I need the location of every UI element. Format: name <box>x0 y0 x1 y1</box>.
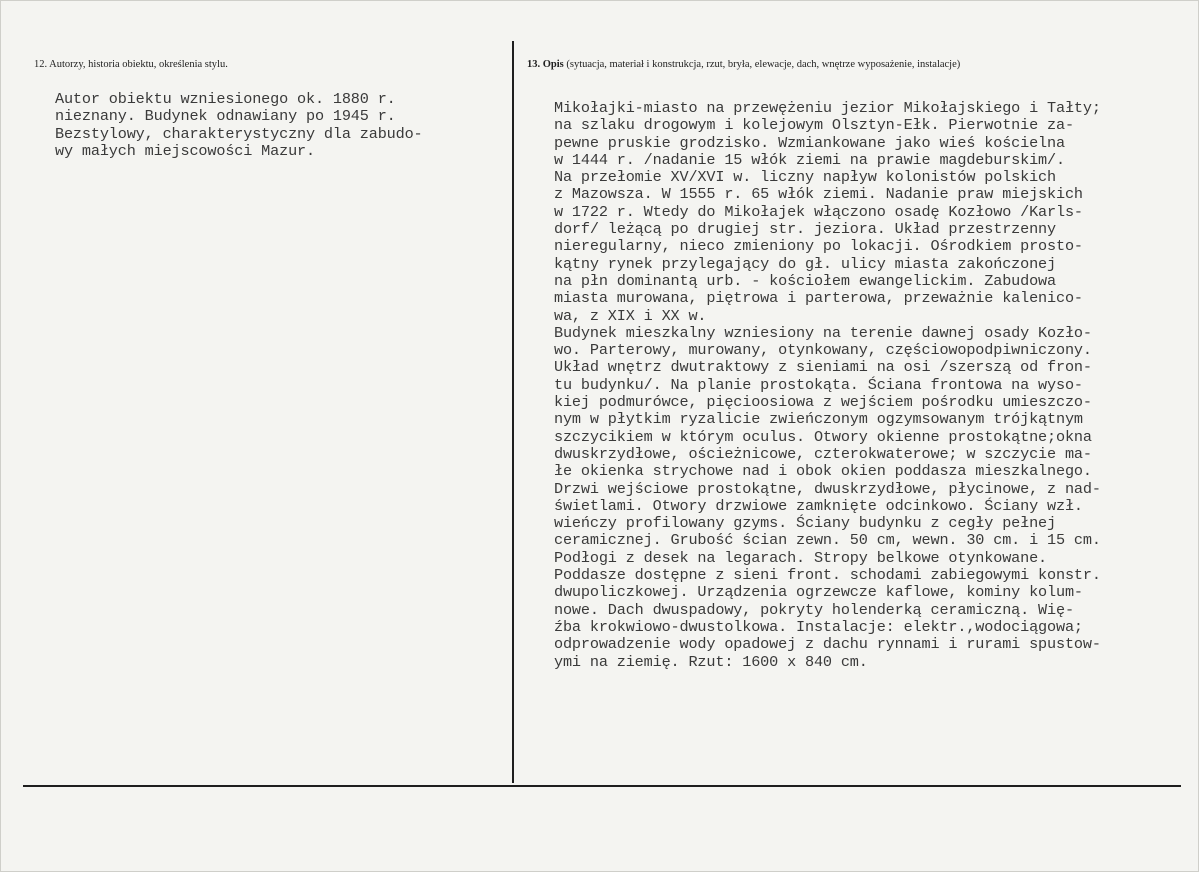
text-line: wy małych miejscowości Mazur. <box>55 141 315 160</box>
text-line: kątny rynek przylegający do gł. ulicy miasta zakończonej <box>554 254 1056 273</box>
text-line: ymi na ziemię. Rzut: 1600 x 840 cm. <box>554 652 868 671</box>
text-line: Drzwi wejściowe prostokątne, dwuskrzydłowe, płycinowe, z nad- <box>554 479 1101 498</box>
text-line: Mikołajki-miasto na przewężeniu jezior Mikołajskiego i Tałty; <box>554 99 1101 117</box>
text-line: Na przełomie XV/XVI w. liczny napływ kolonistów polskich <box>554 168 1056 187</box>
text-line: nowe. Dach dwuspadowy, pokryty holenderką ceramiczną. Wię- <box>554 600 1074 619</box>
text-line: z Mazowsza. W 1555 r. 65 włók ziemi. Nadanie praw miejskich <box>554 185 1083 204</box>
text-line: tu budynku/. Na planie prostokąta. Ściana frontowa na wyso- <box>554 375 1083 394</box>
bottom-rule <box>23 785 1181 787</box>
column-divider <box>512 41 514 783</box>
text-line: źba krokwiowo-dwustolkowa. Instalacje: elektr.,wodociągowa; <box>554 617 1083 636</box>
section-12-typed-text <box>55 91 423 160</box>
section-12-label <box>34 59 228 70</box>
text-line: Autor obiektu wzniesionego ok. 1880 r. <box>55 90 396 108</box>
text-line: kiej podmurówce, pięcioosiowa z wejściem pośrodku umieszczo- <box>554 393 1092 412</box>
text-line: dwupoliczkowej. Urządzenia ogrzewcze kaflowe, kominy kolum- <box>554 583 1083 602</box>
section-13-label <box>527 59 960 70</box>
text-line: na szlaku drogowym i kolejowym Olsztyn-Ełk. Pierwotnie za- <box>554 116 1074 135</box>
text-line: ceramicznej. Grubość ścian zewn. 50 cm, wewn. 30 cm. i 15 cm. <box>554 531 1101 550</box>
text-line: Podłogi z desek na legarach. Stropy belkowe otynkowane. <box>554 548 1048 567</box>
text-line: szczycikiem w którym oculus. Otwory okienne prostokątne;okna <box>554 427 1092 446</box>
text-line: wieńczy profilowany gzyms. Ściany budynku z cegły pełnej <box>554 514 1056 533</box>
text-line: dorf/ leżącą po drugiej str. jeziora. Układ przestrzenny <box>554 220 1056 239</box>
section-12-number: 12. <box>34 59 48 70</box>
section-13-typed-text <box>554 100 1101 671</box>
section-13-title-bold: Opis <box>542 59 564 70</box>
section-13-title-rest: (sytuacja, materiał i konstrukcja, rzut, bryła, elewacje, dach, wnętrze wyposażenie, instalacje) <box>563 59 961 70</box>
text-line: miasta murowana, piętrowa i parterowa, przeważnie kalenico- <box>554 289 1083 308</box>
text-line: odprowadzenie wody opadowej z dachu rynnami i rurami spustow- <box>554 635 1101 654</box>
text-line: nieznany. Budynek odnawiany po 1945 r. <box>55 107 396 126</box>
text-line: wa, z XIX i XX w. <box>554 306 707 325</box>
text-line: Bezstylowy, charakterystyczny dla zabudo- <box>55 124 423 143</box>
text-line: pewne pruskie grodzisko. Wzmiankowane jako wieś kościelna <box>554 133 1065 152</box>
text-line: Poddasze dostępne z sieni front. schodami zabiegowymi konstr. <box>554 566 1101 585</box>
section-12-title: Autorzy, historia obiektu, określenia stylu. <box>49 59 228 70</box>
text-line: nieregularny, nieco zmieniony po lokacji. Ośrodkiem prosto- <box>554 237 1083 256</box>
text-line: świetlami. Otwory drzwiowe zamknięte odcinkowo. Ściany wzł. <box>554 496 1083 515</box>
section-13-number: 13. <box>527 59 541 70</box>
text-line: na płn dominantą urb. - kościołem ewangelickim. Zabudowa <box>554 271 1056 290</box>
text-line: Budynek mieszkalny wzniesiony na terenie dawnej osady Kozło- <box>554 323 1092 342</box>
text-line: w 1722 r. Wtedy do Mikołajek włączono osadę Kozłowo /Karls- <box>554 202 1083 221</box>
text-line: łe okienka strychowe nad i obok okien poddasza mieszkalnego. <box>554 462 1092 481</box>
text-line: wo. Parterowy, murowany, otynkowany, częściowopodpiwniczony. <box>554 341 1092 360</box>
text-line: w 1444 r. /nadanie 15 włók ziemi na prawie magdeburskim/. <box>554 150 1065 169</box>
text-line: nym w płytkim ryzalicie zwieńczonym ogzymsowanym trójkątnym <box>554 410 1083 429</box>
text-line: dwuskrzydłowe, ościeżnicowe, czterokwaterowe; w szczycie ma- <box>554 444 1092 463</box>
text-line: Układ wnętrz dwutraktowy z sieniami na osi /szerszą od fron- <box>554 358 1092 377</box>
